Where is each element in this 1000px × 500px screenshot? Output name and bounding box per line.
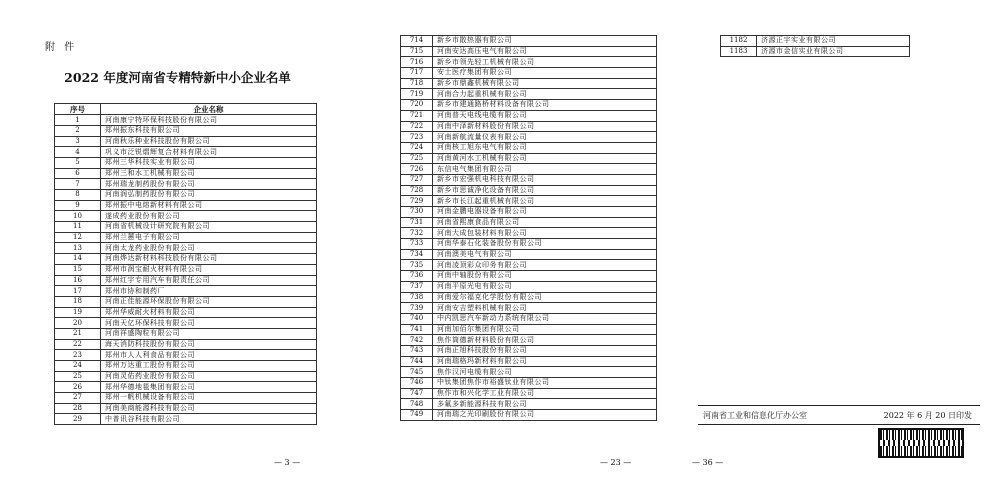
serial-number-cell: 23 [55,350,101,361]
enterprise-name-cell: 河南太龙药业股份有限公司 [101,243,317,254]
table-row [401,185,657,196]
table-row [401,68,657,79]
serial-number-cell: 3 [55,136,101,147]
serial-number-cell: 29 [55,414,101,425]
table-row [55,275,317,286]
table-row [55,232,317,243]
table-row [55,393,317,404]
table-row [401,89,657,100]
serial-number-cell: 7 [55,179,101,190]
enterprise-table-page-2 [400,35,657,421]
table-row [55,414,317,425]
table-row [401,345,657,356]
table-row [401,110,657,121]
enterprise-name-cell: 新乡市宏强机电科技有限公司 [433,174,657,185]
serial-number-cell: 747 [401,388,433,399]
table-row [401,57,657,68]
table-row [401,142,657,153]
serial-number-cell: 1182 [721,36,757,47]
enterprise-name-cell: 河南中轴股份有限公司 [433,271,657,282]
enterprise-name-cell: 郑州三华科技实业有限公司 [101,157,317,168]
serial-number-cell: 8 [55,190,101,201]
table-row [401,410,657,421]
enterprise-name-cell: 河南普天电线电缆有限公司 [433,110,657,121]
serial-number-cell: 744 [401,356,433,367]
serial-number-cell: 729 [401,196,433,207]
serial-number-cell: 5 [55,157,101,168]
serial-number-cell: 724 [401,142,433,153]
table-row [401,313,657,324]
table-row [401,249,657,260]
enterprise-name-cell: 河南美商能源科技有限公司 [101,403,317,414]
table-row [55,222,317,233]
table-row [55,264,317,275]
serial-number-cell: 745 [401,367,433,378]
serial-number-cell: 2 [55,125,101,136]
enterprise-name-cell: 河南爱尔福克化学股份有限公司 [433,292,657,303]
enterprise-name-cell: 河南中泽新材料股份有限公司 [433,121,657,132]
table-row [401,281,657,292]
document-page-3 [670,0,1000,500]
enterprise-name-cell: 河南省熙康食品有限公司 [433,217,657,228]
enterprise-name-cell: 东信电气集团有限公司 [433,164,657,175]
enterprise-name-cell: 河南核工旭东电气有限公司 [433,142,657,153]
table-row [401,388,657,399]
document-page-2 [330,0,670,500]
enterprise-name-cell: 新乡市思诚净化设备有限公司 [433,185,657,196]
serial-number-cell: 730 [401,207,433,218]
table-row [55,296,317,307]
table-row [721,46,910,57]
serial-number-cell: 742 [401,335,433,346]
table-row [55,318,317,329]
serial-number-cell: 717 [401,68,433,79]
enterprise-name-cell: 河南润弘制药股份有限公司 [101,190,317,201]
serial-number-cell: 12 [55,232,101,243]
serial-number-cell: 727 [401,174,433,185]
serial-number-cell: 718 [401,78,433,89]
enterprise-name-cell: 河南康宁特环保科技股份有限公司 [101,115,317,126]
enterprise-name-cell: 新乡市散热器有限公司 [433,36,657,47]
table-row [401,174,657,185]
enterprise-name-cell: 焦作筒德新材料股份有限公司 [433,335,657,346]
serial-number-cell: 15 [55,264,101,275]
enterprise-name-cell: 河南安吉塑料机械有限公司 [433,303,657,314]
serial-number-cell: 736 [401,271,433,282]
enterprise-name-cell: 河南秋乐种业科技股份有限公司 [101,136,317,147]
table-row [55,179,317,190]
table-row [401,36,657,47]
table-row [55,371,317,382]
enterprise-name-cell: 河南华泰石化装备股份有限公司 [433,239,657,250]
serial-number-cell: 733 [401,239,433,250]
issue-date: 2022 年 6 月 20 日印发 [883,411,972,420]
enterprise-name-cell: 河南安达高压电气有限公司 [433,46,657,57]
serial-number-cell: 731 [401,217,433,228]
table-row [401,217,657,228]
serial-number-cell: 743 [401,345,433,356]
document-title: 2022 年度河南省专精特新中小企业名单 [64,70,291,85]
enterprise-name-cell: 安士医疗集团有限公司 [433,68,657,79]
enterprise-name-cell: 郑州万达重工股份有限公司 [101,361,317,372]
serial-number-cell: 734 [401,249,433,260]
page-number: — 23 — [600,458,632,467]
serial-number-cell: 9 [55,200,101,211]
table-row [401,303,657,314]
enterprise-name-cell: 中普讯谷科技有限公司 [101,414,317,425]
enterprise-name-cell: 河南合力起重机械有限公司 [433,89,657,100]
table-row [401,153,657,164]
serial-number-cell: 740 [401,313,433,324]
serial-number-cell: 737 [401,281,433,292]
serial-number-cell: 24 [55,361,101,372]
enterprise-name-cell: 郑州华德地毯集团有限公司 [101,382,317,393]
table-row [55,254,317,265]
enterprise-name-cell: 海天消防科技股份有限公司 [101,339,317,350]
table-row [401,207,657,218]
serial-number-cell: 728 [401,185,433,196]
enterprise-name-cell: 河南瑞格玛新材料有限公司 [433,356,657,367]
serial-number-cell: 715 [401,46,433,57]
serial-number-cell: 19 [55,307,101,318]
serial-number-cell: 11 [55,222,101,233]
table-row [401,46,657,57]
enterprise-name-cell: 郑州瑞龙制药股份有限公司 [101,179,317,190]
enterprise-name-cell: 郑州市人人利食品有限公司 [101,350,317,361]
serial-number-cell: 746 [401,378,433,389]
enterprise-name-cell: 河南加佰尔集团有限公司 [433,324,657,335]
serial-number-cell: 27 [55,393,101,404]
document-page-1 [0,0,330,500]
table-row [55,339,317,350]
enterprise-table-page-3 [720,35,910,57]
serial-number-cell: 722 [401,121,433,132]
enterprise-name-cell: 济源市金信实业有限公司 [757,46,910,57]
enterprise-name-cell: 济源正宇实业有限公司 [757,36,910,47]
table-row [55,382,317,393]
issuer-name: 河南省工业和信息化厅办公室 [703,411,807,420]
enterprise-name-cell: 焦作市和兴化学工业有限公司 [433,388,657,399]
serial-number-cell: 748 [401,399,433,410]
enterprise-name-cell: 河南金鹏电器设备有限公司 [433,207,657,218]
serial-number-cell: 725 [401,153,433,164]
serial-number-cell: 17 [55,286,101,297]
serial-number-cell: 749 [401,410,433,421]
serial-number-cell: 25 [55,371,101,382]
table-row [55,328,317,339]
table-row [55,147,317,158]
enterprise-name-cell: 郑州一帆机械设备有限公司 [101,393,317,404]
table-header-row [55,104,317,115]
table-row [55,350,317,361]
enterprise-name-cell: 河南灵佑药业股份有限公司 [101,371,317,382]
serial-number-cell: 21 [55,328,101,339]
enterprise-name-cell: 河南澳美电气有限公司 [433,249,657,260]
enterprise-name-cell: 巩义市泛锐熠辉复合材料有限公司 [101,147,317,158]
table-row [401,271,657,282]
table-row [401,228,657,239]
enterprise-name-cell: 中内凯思汽车新动力系统有限公司 [433,313,657,324]
table-row [401,260,657,271]
enterprise-name-cell: 郑州华威耐火材料有限公司 [101,307,317,318]
serial-number-cell: 726 [401,164,433,175]
enterprise-name-cell: 河南平原光电有限公司 [433,281,657,292]
table-row [55,115,317,126]
serial-number-cell: 732 [401,228,433,239]
serial-number-cell: 20 [55,318,101,329]
enterprise-name-cell: 新乡市领先轻工机械有限公司 [433,57,657,68]
enterprise-name-cell: 郑州振东科技有限公司 [101,125,317,136]
serial-number-cell: 18 [55,296,101,307]
serial-number-cell: 1 [55,115,101,126]
enterprise-name-cell: 郑州兰蕙电子有限公司 [101,232,317,243]
enterprise-name-cell: 郑州三和水工机械有限公司 [101,168,317,179]
serial-number-cell: 720 [401,100,433,111]
serial-number-cell: 721 [401,110,433,121]
table-row [401,378,657,389]
header-serial-number: 序号 [55,104,101,115]
serial-number-cell: 738 [401,292,433,303]
enterprise-name-cell: 河南天亿环保科技有限公司 [101,318,317,329]
enterprise-name-cell: 河南省机械设计研究院有限公司 [101,222,317,233]
header-enterprise-name: 企业名称 [101,104,317,115]
table-row [55,157,317,168]
table-row [401,132,657,143]
enterprise-name-cell: 焦作汉河电缆有限公司 [433,367,657,378]
serial-number-cell: 22 [55,339,101,350]
enterprise-name-cell: 河南正佳能源环保股份有限公司 [101,296,317,307]
enterprise-name-cell: 新乡市长江起重机械有限公司 [433,196,657,207]
table-row [55,286,317,297]
serial-number-cell: 716 [401,57,433,68]
issuance-footer [698,405,980,425]
enterprise-name-cell: 郑州红宇专用汽车有限责任公司 [101,275,317,286]
enterprise-name-cell: 河南黄河水工机械有限公司 [433,153,657,164]
enterprise-name-cell: 河南祥盛陶粒有限公司 [101,328,317,339]
table-row [55,403,317,414]
serial-number-cell: 1183 [721,46,757,57]
table-row [401,196,657,207]
table-row [55,307,317,318]
enterprise-table-page-1 [54,103,317,425]
page-number: — 3 — [274,458,301,467]
serial-number-cell: 741 [401,324,433,335]
enterprise-name-cell: 河南大成包装材料有限公司 [433,228,657,239]
serial-number-cell: 723 [401,132,433,143]
enterprise-name-cell: 河南正旭科技股份有限公司 [433,345,657,356]
serial-number-cell: 14 [55,254,101,265]
table-row [401,239,657,250]
enterprise-name-cell: 郑州振中电熔新材料有限公司 [101,200,317,211]
serial-number-cell: 739 [401,303,433,314]
serial-number-cell: 719 [401,89,433,100]
serial-number-cell: 6 [55,168,101,179]
page-number: — 36 — [692,458,724,467]
enterprise-name-cell: 中钛集团焦作市裕盛钛业有限公司 [433,378,657,389]
table-row [55,168,317,179]
serial-number-cell: 714 [401,36,433,47]
table-row [401,100,657,111]
table-row [55,125,317,136]
table-row [401,78,657,89]
table-row [55,190,317,201]
serial-number-cell: 10 [55,211,101,222]
enterprise-name-cell: 郑州市润宝耐火材料有限公司 [101,264,317,275]
table-row [401,324,657,335]
enterprise-name-cell: 河南凌顶彩众印务有限公司 [433,260,657,271]
serial-number-cell: 4 [55,147,101,158]
table-row [401,399,657,410]
enterprise-name-cell: 新乡市建通路桥材料设备有限公司 [433,100,657,111]
table-row [55,200,317,211]
barcode-image [878,428,964,458]
enterprise-name-cell: 新乡市鼎鑫机械有限公司 [433,78,657,89]
table-row [55,211,317,222]
table-row [401,121,657,132]
table-row [401,164,657,175]
enterprise-name-cell: 多氟多新能源科技有限公司 [433,399,657,410]
serial-number-cell: 13 [55,243,101,254]
attachment-label: 附 件 [45,42,78,53]
table-row [55,361,317,372]
enterprise-name-cell: 河南烨达新材料科技股份有限公司 [101,254,317,265]
enterprise-name-cell: 郑州市协和制药厂 [101,286,317,297]
serial-number-cell: 735 [401,260,433,271]
table-row [401,356,657,367]
table-row [55,136,317,147]
enterprise-name-cell: 河南瑞之光印刷股份有限公司 [433,410,657,421]
table-row [721,36,910,47]
serial-number-cell: 26 [55,382,101,393]
table-row [401,367,657,378]
serial-number-cell: 28 [55,403,101,414]
table-row [401,292,657,303]
table-row [55,243,317,254]
table-row [401,335,657,346]
enterprise-name-cell: 河南新航流量仪表有限公司 [433,132,657,143]
enterprise-name-cell: 遂成药业股份有限公司 [101,211,317,222]
serial-number-cell: 16 [55,275,101,286]
